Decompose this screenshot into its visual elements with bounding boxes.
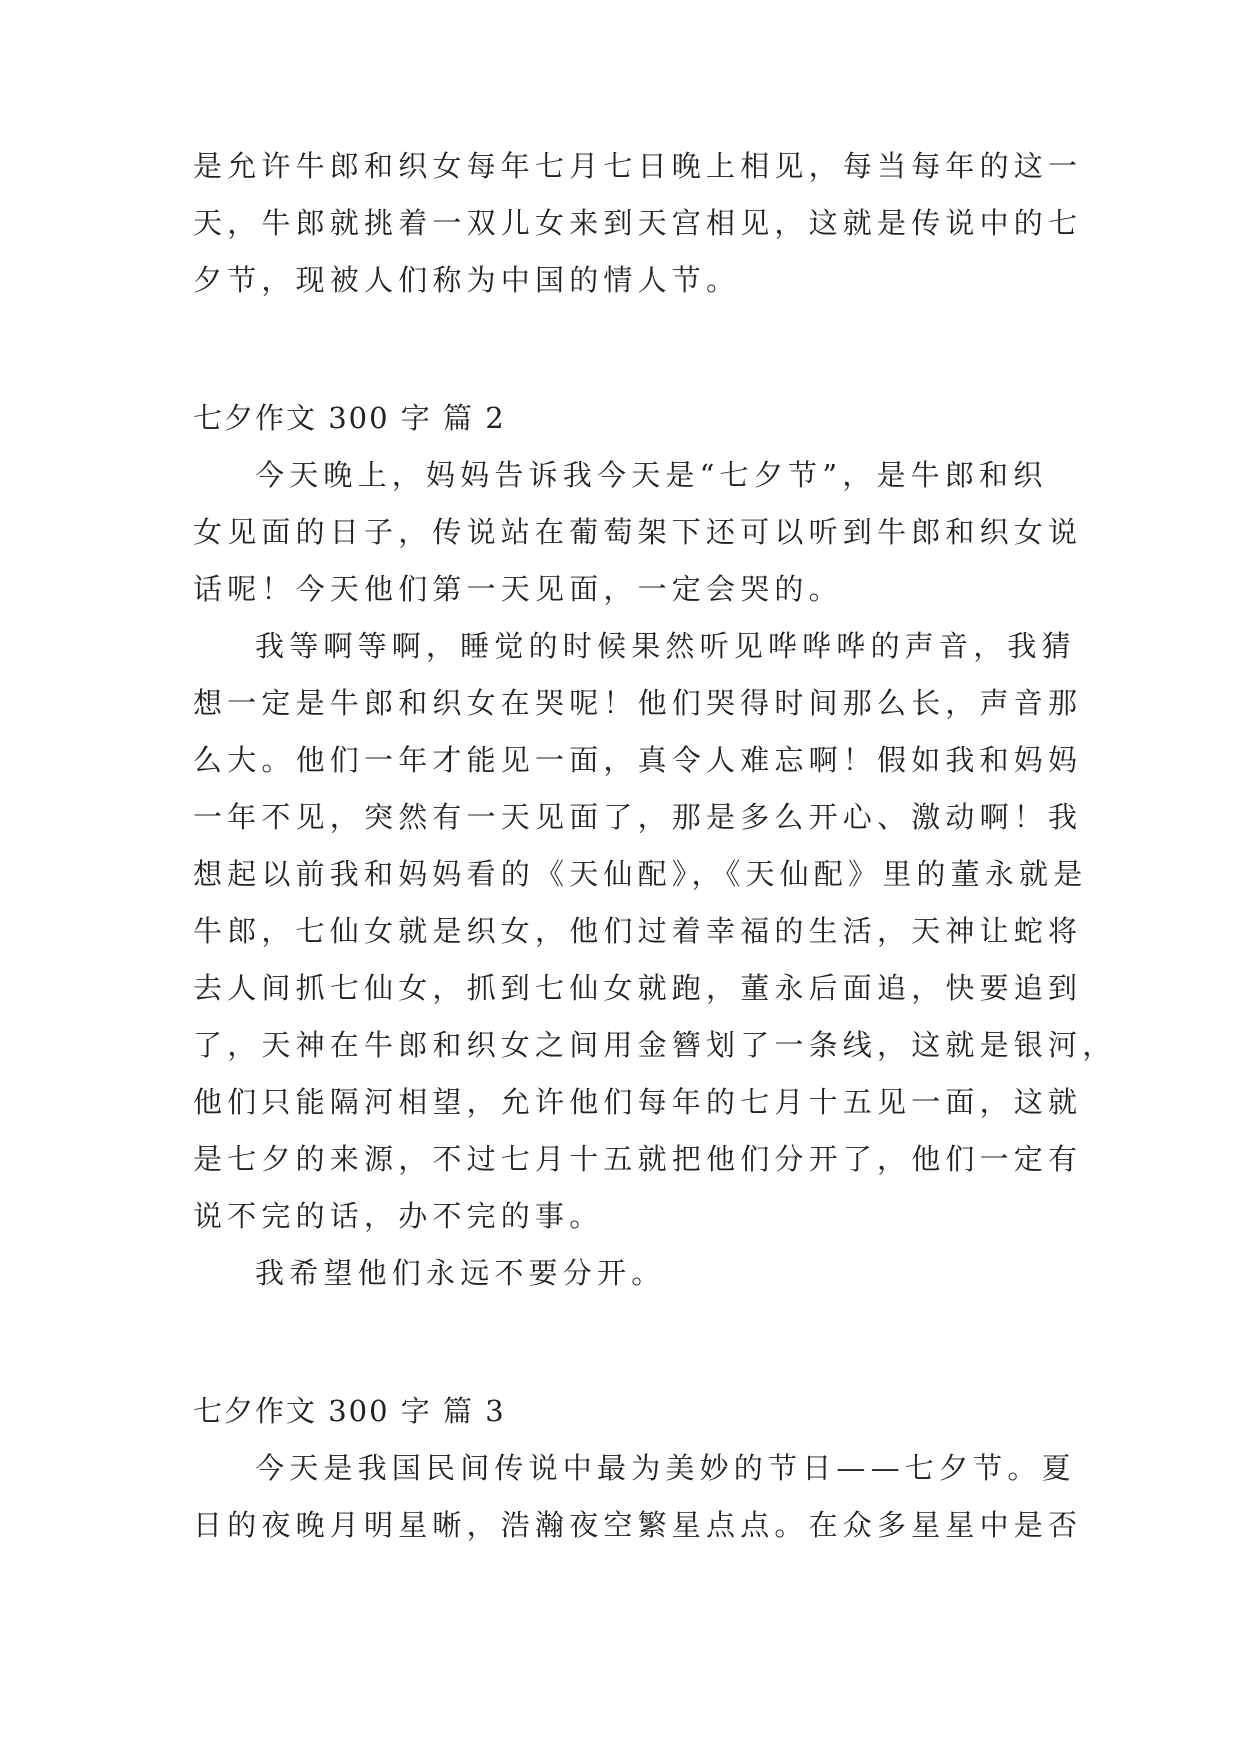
text-line: 想起以前我和妈妈看的《天仙配》，《天仙配》里的董永就是: [193, 857, 1088, 891]
text-line: 他们只能隔河相望，允许他们每年的七月十五见一面，这就: [193, 1085, 1083, 1119]
text-line: 夕节，现被人们称为中国的情人节。: [193, 263, 741, 297]
text-line: 日的夜晚月明星晰，浩瀚夜空繁星点点。在众多星星中是否: [193, 1508, 1083, 1542]
text-line: 去人间抓七仙女，抓到七仙女就跑，董永后面追，快要追到: [193, 971, 1083, 1005]
text-line: 么大。他们一年才能见一面，真令人难忘啊！假如我和妈妈: [193, 743, 1083, 777]
text-line: 我希望他们永远不要分开。: [255, 1256, 666, 1290]
text-line: 我等啊等啊，睡觉的时候果然听见哗哗哗的声音，我猜: [255, 629, 1076, 663]
text-line: 话呢！今天他们第一天见面，一定会哭的。: [193, 572, 843, 606]
text-line: 说不完的话，办不完的事。: [193, 1199, 604, 1233]
text-line: 牛郎，七仙女就是织女，他们过着幸福的生活，天神让蛇将: [193, 914, 1083, 948]
text-line: 想一定是牛郎和织女在哭呢！他们哭得时间那么长，声音那: [193, 686, 1083, 720]
text-line: 天，牛郎就挑着一双儿女来到天宫相见，这就是传说中的七: [193, 206, 1083, 240]
text-line: 女见面的日子，传说站在葡萄架下还可以听到牛郎和织女说: [193, 515, 1083, 549]
section-heading: 七夕作文 300 字 篇 2: [193, 401, 506, 435]
section-heading: 七夕作文 300 字 篇 3: [193, 1394, 506, 1428]
text-line: 是允许牛郎和织女每年七月七日晚上相见，每当每年的这一: [193, 149, 1083, 183]
text-line: 一年不见，突然有一天见面了，那是多么开心、激动啊！我: [193, 800, 1083, 834]
text-line: 今天是我国民间传说中最为美妙的节日——七夕节。夏: [255, 1451, 1076, 1485]
text-line: 了，天神在牛郎和织女之间用金簪划了一条线，这就是银河，: [193, 1028, 1117, 1062]
text-line: 今天晚上，妈妈告诉我今天是“七夕节”，是牛郎和织: [255, 458, 1048, 492]
text-line: 是七夕的来源，不过七月十五就把他们分开了，他们一定有: [193, 1142, 1083, 1176]
